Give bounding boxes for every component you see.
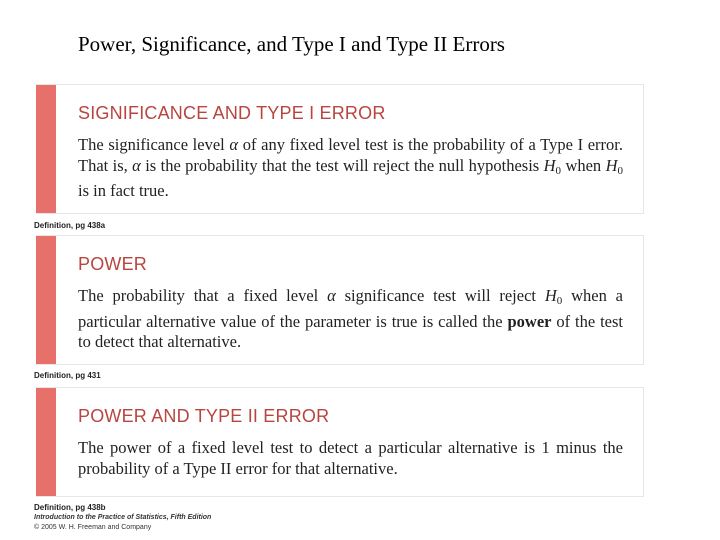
accent-bar xyxy=(36,85,56,213)
definition-body: The significance level α of any fixed level test is the probability of a Type I error. That is, α is the probability that the test will reject the null hypothesis $H_0$ when $H_0$ is in fact true. xyxy=(78,135,623,200)
definition-heading: SIGNIFICANCE AND TYPE I ERROR xyxy=(78,103,386,123)
definition-caption: Definition, pg 438b xyxy=(34,503,106,512)
definition-box-power-type-ii xyxy=(36,387,644,497)
definition-caption: Definition, pg 438a xyxy=(34,221,106,230)
definition-caption: Definition, pg 431 xyxy=(34,371,101,380)
definition-heading: POWER xyxy=(78,254,148,274)
definition-body: The power of a fixed level test to detect a particular alternative is 1 minus the probability of a Type II error for that alternative. xyxy=(78,438,623,478)
copyright-credit: © 2005 W. H. Freeman and Company xyxy=(34,524,152,531)
slide-title: Power, Significance, and Type I and Type II Errors xyxy=(78,32,505,56)
accent-bar xyxy=(36,388,56,496)
accent-bar xyxy=(36,236,56,364)
definition-body: The probability that a fixed level α significance test will reject $H_0$ when a particular alternative value of the parameter is true is called the power of the test to detect that alternative. xyxy=(78,286,623,351)
definition-heading: POWER AND TYPE II ERROR xyxy=(78,406,330,426)
book-credit: Introduction to the Practice of Statistics, Fifth Edition xyxy=(34,514,212,521)
definition-box-power xyxy=(36,235,644,365)
definition-box-significance xyxy=(36,84,644,214)
